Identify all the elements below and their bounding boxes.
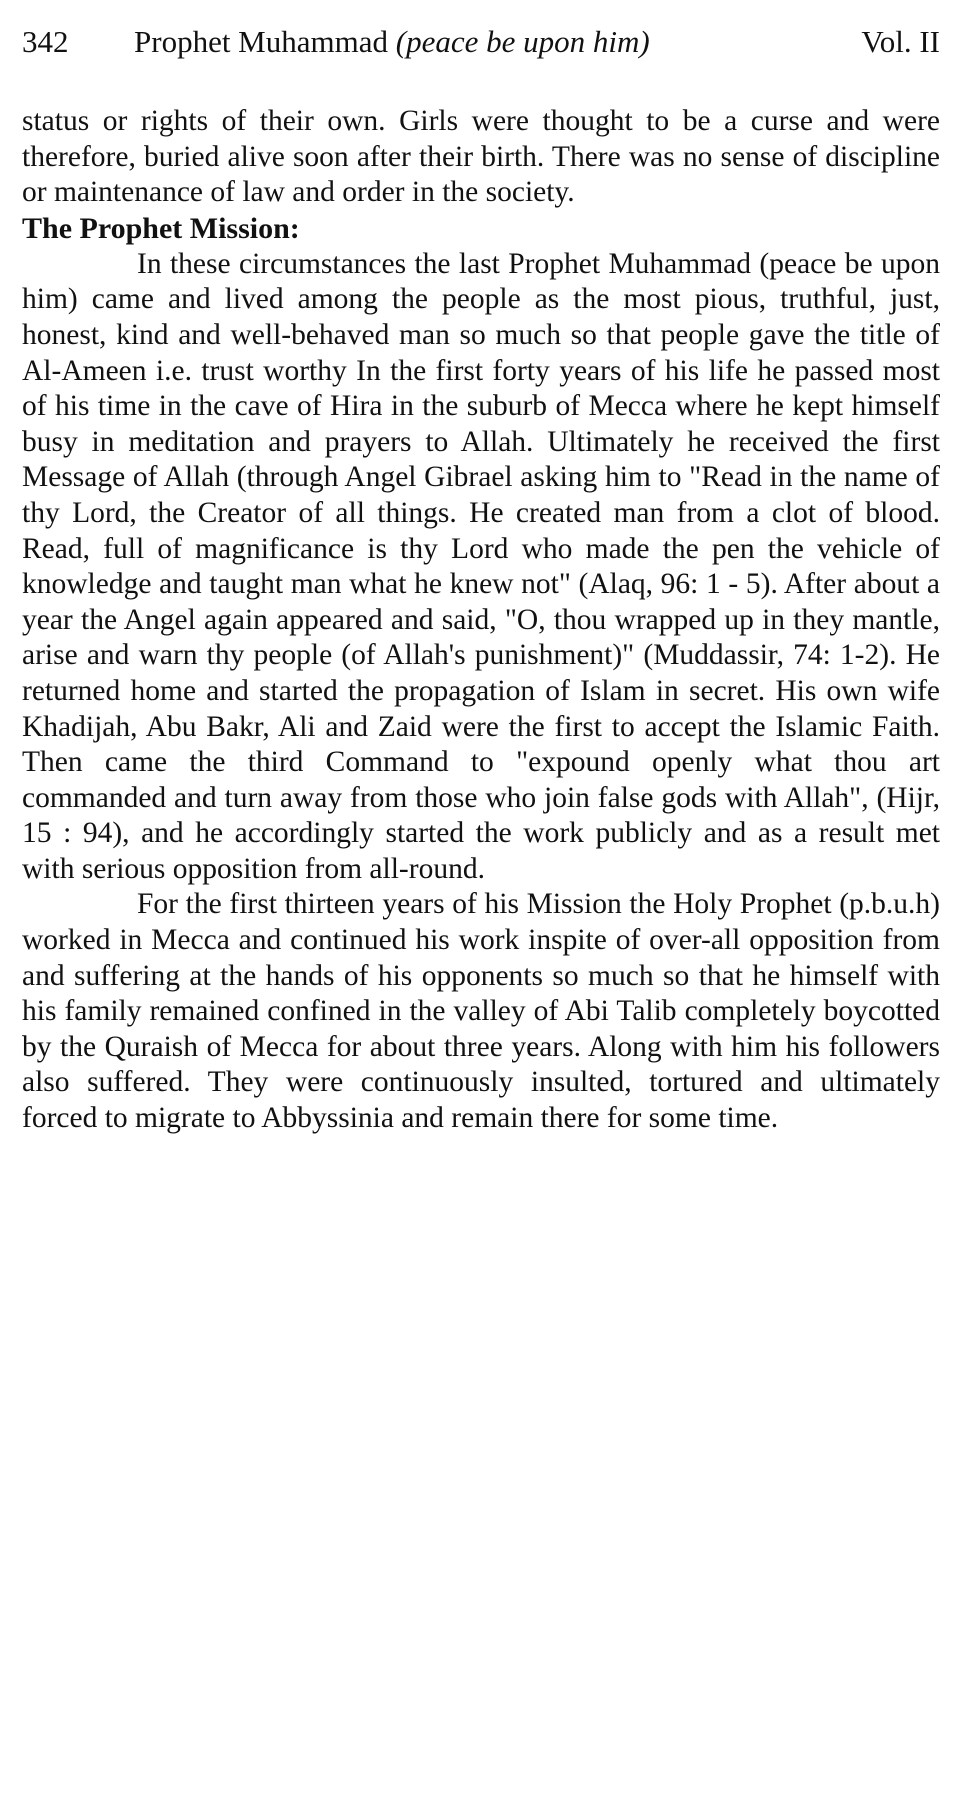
body-text (22, 104, 940, 1137)
book-page (22, 0, 940, 1137)
book-title (134, 26, 650, 57)
section-heading: The Prophet Mission: (22, 211, 300, 245)
book-title-main: Prophet Muhammad (134, 24, 388, 59)
page-number: 342 (22, 24, 69, 59)
running-header (22, 0, 940, 78)
book-title-honorific: (peace be upon him) (395, 24, 650, 59)
paragraph-continued: status or rights of their own. Girls were thought to be a curse and were therefore, buried alive soon after their birth. There was no sense of discipline or maintenance of law and order in the society. (22, 105, 940, 209)
paragraph-mission-1: In these circumstances the last Prophet Muhammad (peace be upon him) came and lived among the people as the most pious, truthful, just, honest, kind and well-behaved man so much so that people gave the title of Al-Ameen i.e. trust worthy In the first forty years of his life he passed most of his time in the cave of Hira in the suburb of Mecca where he kept himself busy in meditation and prayers to Allah. Ultimately he received the first Message of Allah (through Angel Gibrael asking him to "Read in the name of thy Lord, the Creator of all things. He created man from a clot of blood. Read, full of magnificance is thy Lord who made the pen the vehicle of knowledge and taught man what he knew not" (Alaq, 96: 1 - 5). After about a year the Angel again appeared and said, "O, thou wrapped up in they mantle, arise and warn thy people (of Allah's punishment)" (Muddassir, 74: 1-2). He returned home and started the propagation of Islam in secret. His own wife Khadijah, Abu Bakr, Ali and Zaid were the first to accept the Islamic Faith. Then came the third Command to "expound openly what thou art commanded and turn away from those who join false gods with Allah", (Hijr, 15 : 94), and he accordingly started the work publicly and as a result met with serious opposition from all-round. (22, 247, 940, 885)
volume-label: Vol. II (861, 24, 940, 59)
paragraph-mission-2: For the first thirteen years of his Mission the Holy Prophet (p.b.u.h) worked in Mecca and continued his work inspite of over-all opposition from and suffering at the hands of his opponents so much so that he himself with his family remained confined in the valley of Abi Talib completely boycotted by the Quraish of Mecca for about three years. Along with him his followers also suffered. They were continuously insulted, tortured and ultimately forced to migrate to Abbyssinia and remain there for some time. (22, 888, 940, 1135)
